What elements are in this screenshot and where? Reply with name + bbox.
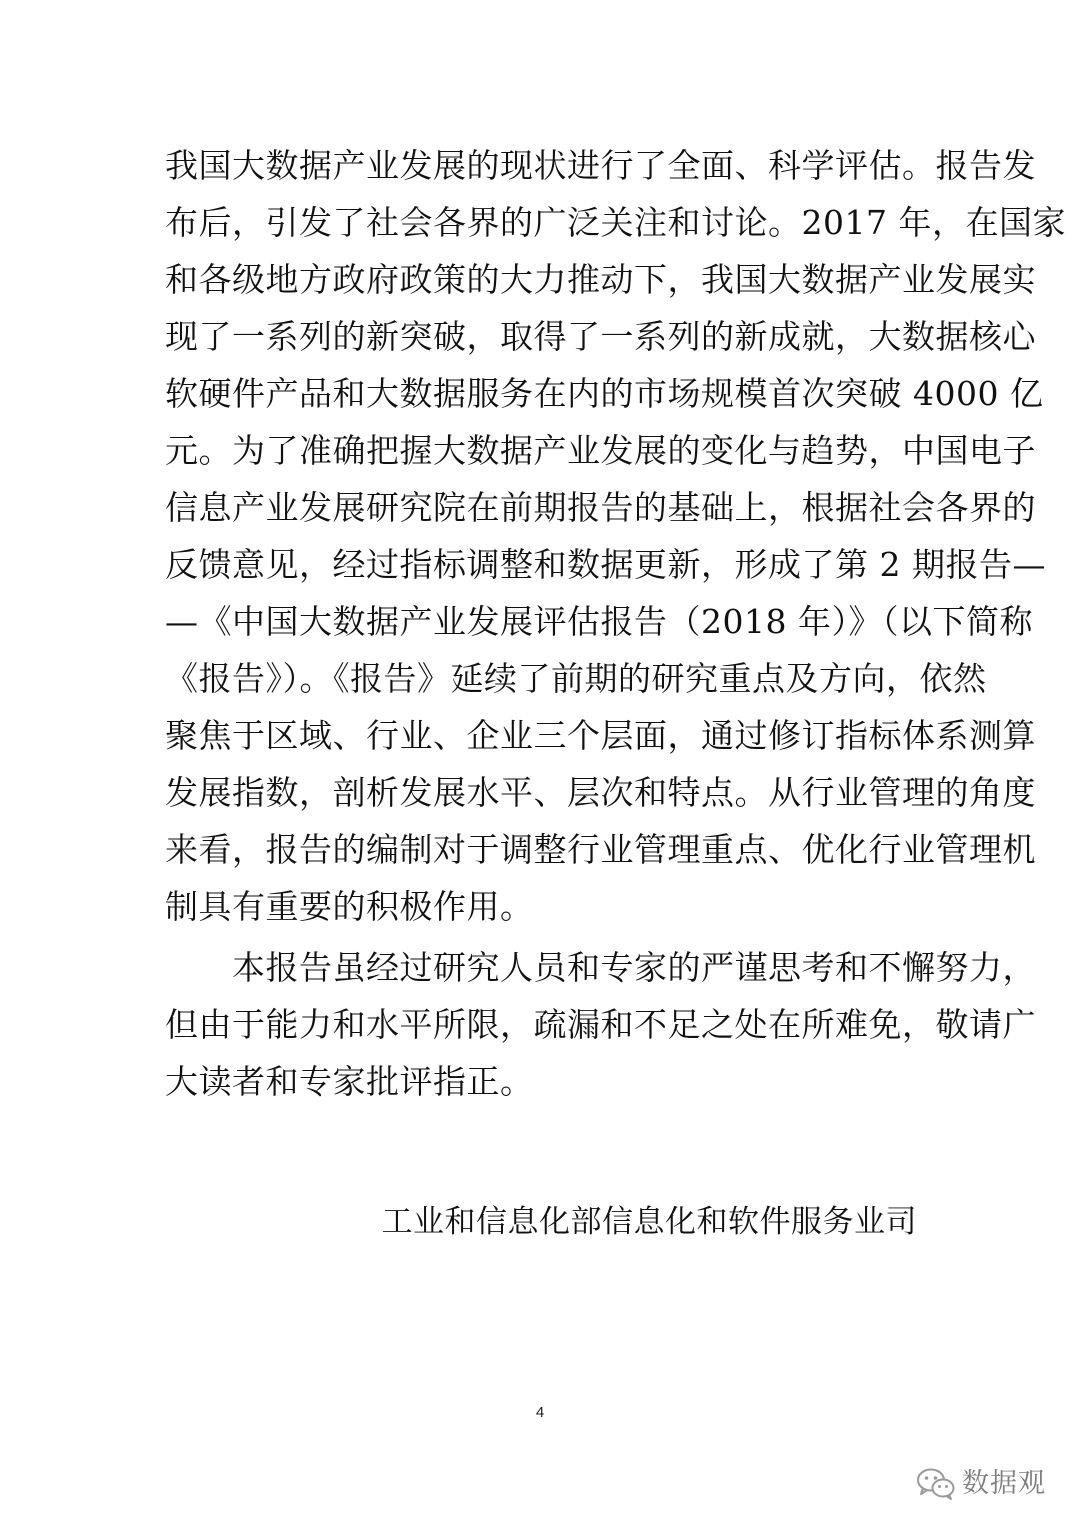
text-line: 信息产业发展研究院在前期报告的基础上，根据社会各界的 [165,488,1036,527]
text-line: 但由于能力和水平所限，疏漏和不足之处在所难免，敬请广 [165,1005,1036,1044]
text-line: 和各级地方政府政策的大力推动下，我国大数据产业发展实 [165,260,1036,299]
signature: 工业和信息化部信息化和软件服务业司 [381,1204,917,1240]
text-line: 现了一系列的新突破，取得了一系列的新成就，大数据核心 [165,317,1036,356]
body-text [165,137,1066,1110]
wechat-icon [916,1467,956,1501]
text-line: 发展指数，剖析发展水平、层次和特点。从行业管理的角度 [165,773,1036,812]
text-line: 我国大数据产业发展的现状进行了全面、科学评估。报告发 [165,146,1036,185]
text-line: 聚焦于区域、行业、企业三个层面，通过修订指标体系测算 [165,716,1036,755]
page-number: 4 [535,1404,545,1421]
text-line: 《报告》）。《报告》延续了前期的研究重点及方向，依然 [165,659,987,698]
text-line: 元。为了准确把握大数据产业发展的变化与趋势，中国电子 [165,431,1036,470]
text-line: 布后，引发了社会各界的广泛关注和讨论。2017 年，在国家 [165,203,1066,242]
watermark [916,1462,1046,1506]
text-line: —《中国大数据产业发展评估报告（2018 年）》（以下简称 [165,602,1033,641]
text-line: 来看，报告的编制对于调整行业管理重点、优化行业管理机 [165,830,1036,869]
text-line: 大读者和专家批评指正。 [165,1062,534,1101]
watermark-text: 数据观 [962,1468,1046,1499]
text-line: 制具有重要的积极作用。 [165,887,534,926]
text-line: 反馈意见，经过指标调整和数据更新，形成了第 2 期报告— [165,545,1046,584]
text-line: 软硬件产品和大数据服务在内的市场规模首次突破 4000 亿 [165,374,1044,413]
text-line: 本报告虽经过研究人员和专家的严谨思考和不懈努力， [165,948,1036,987]
